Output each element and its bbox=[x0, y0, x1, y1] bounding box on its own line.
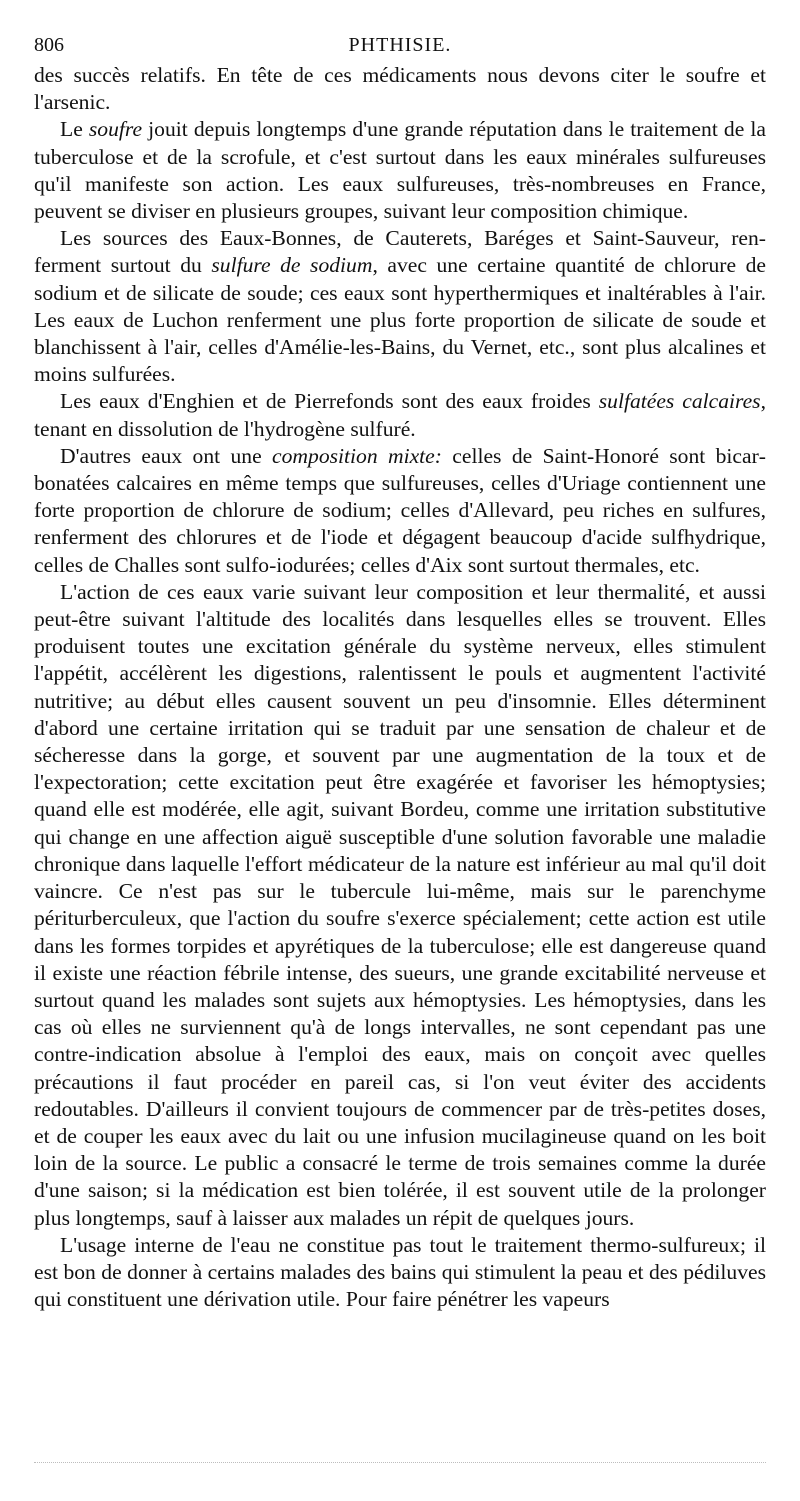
text-run: L'usage interne de l'eau ne constitue pas tout le traitement thermo-sulfureux; il est bon de donner à certains malades des bains qui stimulent la peau et des pédiluves qui constituent une dérivation utile. Pour faire pénétrer les vapeurs bbox=[34, 1232, 766, 1312]
paragraph bbox=[34, 388, 766, 442]
body-text bbox=[34, 62, 766, 1313]
text-run: Les sources des Eaux-Bonnes, de Cauterets, Baréges et Saint-Sauveur, renferment surtout du bbox=[34, 226, 766, 278]
running-head bbox=[34, 28, 766, 62]
text-run: Le bbox=[60, 117, 89, 142]
paragraph bbox=[34, 443, 766, 579]
paragraph bbox=[34, 225, 766, 388]
text-run: D'autres eaux ont une bbox=[60, 443, 273, 468]
page-bottom-edge bbox=[34, 1462, 766, 1463]
paragraph bbox=[34, 62, 766, 116]
text-run: jouit depuis longtemps d'une grande réputation dans le traitement de la tuberculose et de la scrofule, et c'est surtout dans les eaux minérales sulfureuses qu'il manifeste son action. Les eaux sulfureuses, très-nombreuses en France, peuvent se diviser en plusieurs groupes, suivant leur composition chimique. bbox=[34, 117, 766, 224]
text-run: des succès relatifs. En tête de ces médicaments nous devons citer le soufre et l'arsenic. bbox=[34, 63, 766, 115]
italic-term: composition mixte: bbox=[272, 443, 442, 468]
text-run: , avec une certaine quantité de chlorure de sodium et de silicate de soude; ces eaux sont hyperthermiques et inaltérables à l'air. Les eaux de Luchon renferment une plus forte proportion de silicate de soude et blanchissent à l'air, celles d'Amélie-les-Bains, du Vernet, etc., sont plus alcalines et moins sulfurées. bbox=[34, 253, 767, 387]
italic-term: sulfatées calcaires bbox=[598, 389, 761, 414]
page-number: 806 bbox=[34, 34, 64, 56]
italic-term: soufre bbox=[88, 117, 143, 142]
text-run: , tenant en dissolution de l'hydrogène sulfuré. bbox=[34, 389, 766, 441]
document-page bbox=[34, 28, 766, 1313]
text-run: Les eaux d'Enghien et de Pierrefonds sont des eaux froides bbox=[60, 389, 599, 414]
running-title: PHTHISIE. bbox=[348, 34, 452, 56]
paragraph bbox=[34, 1232, 766, 1314]
text-run: L'action de ces eaux varie suivant leur composition et leur thermalité, et aussi peut-être suivant l'altitude des localités dans lesquelles elles se trouvent. Elles produisent toutes une excitation générale du système nerveux, elles stimulent l'appétit, accélèrent les digestions, ralentissent le pouls et augmentent l'activité nutritive; au début elles causent souvent un peu d'insomnie. Elles déterminent d'abord une certaine irritation qui se traduit par une sensation de chaleur et de sécheresse dans la gorge, et souvent par une augmentation de la toux et de l'expectoration; cette excitation peut être exagérée et favoriser les hémoptysies; quand elle est modérée, elle agit, suivant Bordeu, comme une irritation substitutive qui change en une affection aiguë susceptible d'une solution favorable une maladie chronique dans laquelle l'effort médicateur de la nature est inférieur au mal qu'il doit vaincre. Ce n'est pas sur le tubercule lui-même, mais sur le parenchyme périturberculeux, que l'action du soufre s'exerce spécialement; cette action est utile dans les formes torpides et apyrétiques de la tuberculose; elle est dangereuse quand il existe une réaction fébrile intense, des sueurs, une grande excitabilité nerveuse et surtout quand les malades sont sujets aux hémoptysies. Les hémoptysies, dans les cas où elles ne surviennent qu'à de longs intervalles, ne sont cependant pas une contre-indication absolue à l'emploi des eaux, mais on conçoit avec quelles précautions il faut procéder en pareil cas, si l'on veut éviter des accidents redoutables. D'ailleurs il convient toujours de commencer par de très-petites doses, et de couper les eaux avec du lait ou une infusion mucilagineuse quand on les boit loin de la source. Le public a consacré le terme de trois semaines comme la durée d'une saison; si la médication est bien tolérée, il est souvent utile de la prolonger plus longtemps, sauf à laisser aux malades un répit de quelques jours. bbox=[34, 579, 766, 1230]
paragraph bbox=[34, 116, 766, 225]
italic-term: sulfure de sodium bbox=[211, 253, 373, 278]
text-run: celles de Saint-Honoré sont bicarbonatées calcaires en même temps que sulfureuses, celles d'Uriage contiennent une forte proportion de chlorure de sodium; celles d'Allevard, peu riches en sulfures, renferment des chlorures et de l'iode et dégagent beaucoup d'acide sulfhydrique, celles de Challes sont sulfo-iodurées; celles d'Aix sont surtout thermales, etc. bbox=[34, 443, 766, 577]
paragraph bbox=[34, 579, 766, 1232]
